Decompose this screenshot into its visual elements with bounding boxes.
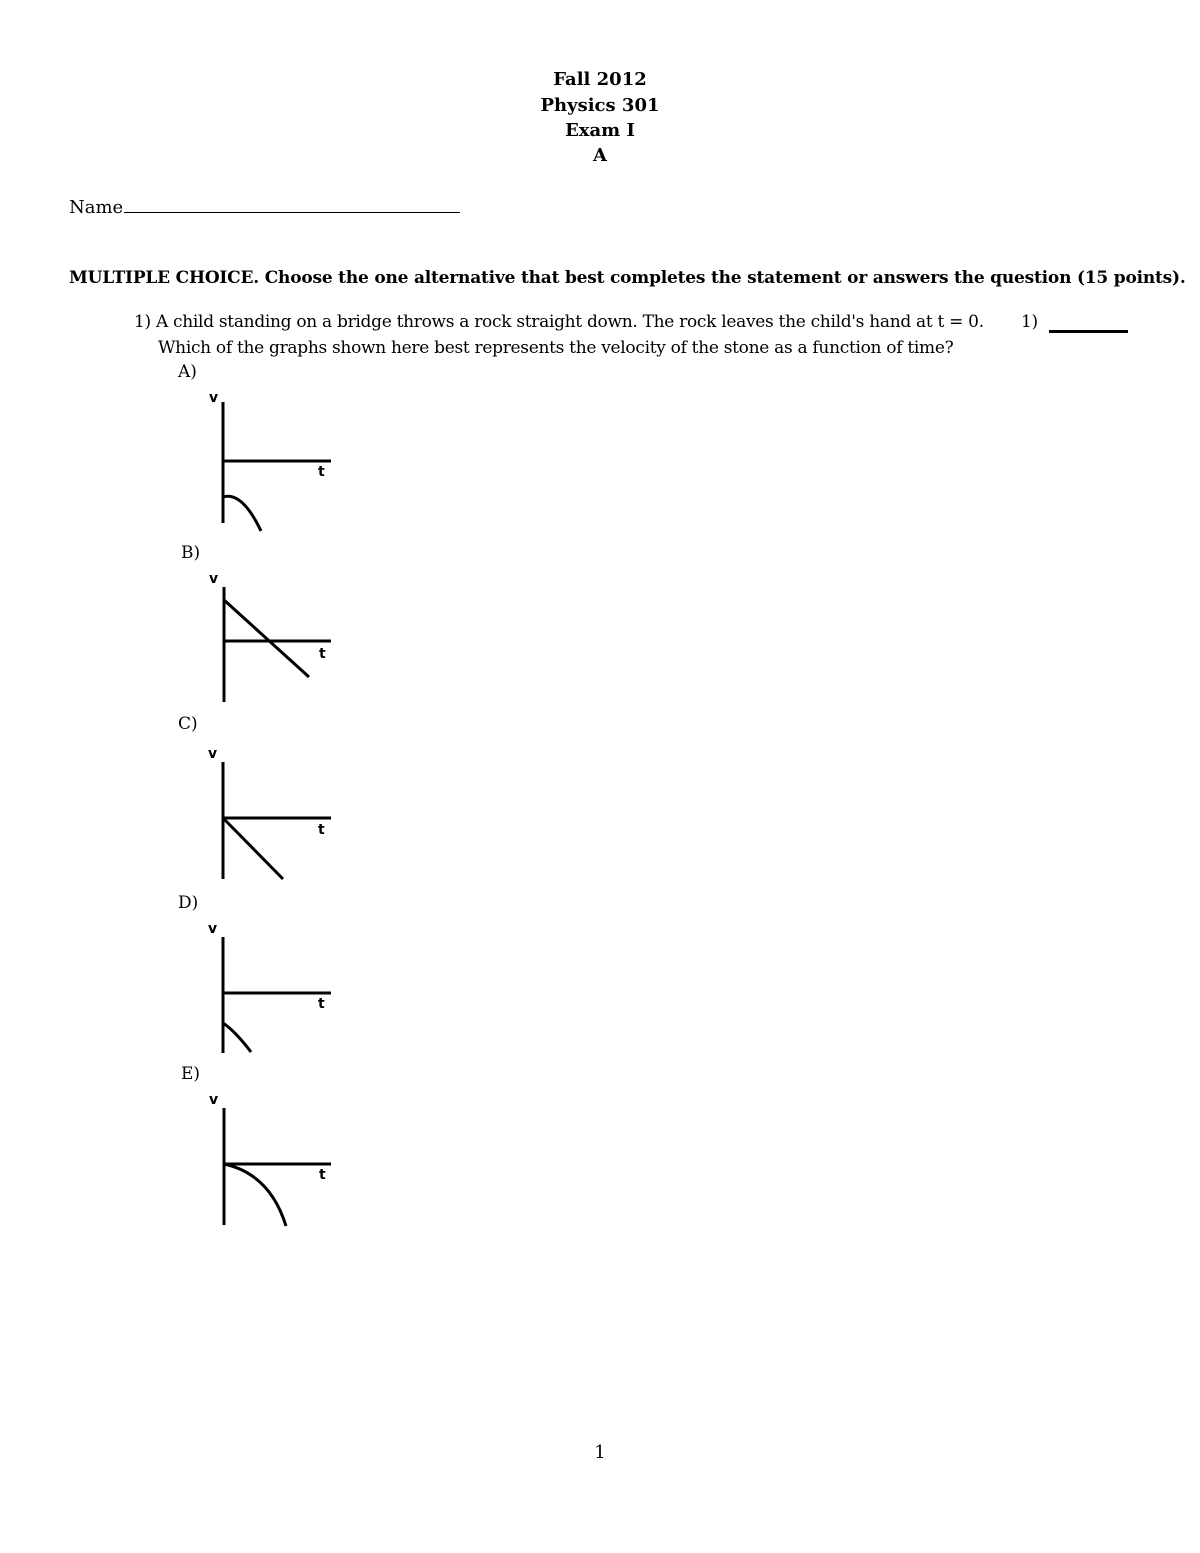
option-c-graph	[190, 742, 350, 892]
option-b-label: B)	[181, 543, 201, 563]
course-title: Physics 301	[540, 95, 660, 116]
v-axis-label: v	[209, 390, 219, 406]
v-axis-label: v	[209, 571, 219, 587]
option-e-graph	[190, 1088, 350, 1238]
page-number: 1	[594, 1442, 606, 1463]
t-axis-label: t	[318, 996, 325, 1012]
v-axis-label: v	[208, 746, 218, 762]
velocity-curve	[223, 1023, 251, 1052]
name-label: Name	[69, 197, 124, 218]
name-field[interactable]	[124, 194, 460, 213]
option-d-graph	[190, 917, 350, 1067]
t-axis-label: t	[319, 1167, 326, 1183]
exam-title: Exam I	[565, 120, 635, 141]
t-axis-label: t	[318, 822, 325, 838]
question-number: 1)	[134, 312, 151, 332]
v-axis-label: v	[208, 921, 218, 937]
section-instructions: MULTIPLE CHOICE. Choose the one alternative that best completes the statement or answers the question (15 points).	[69, 268, 1186, 288]
question-text-2: Which of the graphs shown here best represents the velocity of the stone as a function of time?	[158, 338, 954, 358]
option-d-label: D)	[178, 893, 199, 913]
velocity-line	[224, 600, 309, 677]
option-b-graph	[190, 567, 350, 717]
answer-label: 1)	[1021, 312, 1038, 332]
velocity-curve	[224, 1164, 286, 1226]
option-e-label: E)	[181, 1064, 201, 1084]
question-text-1: A child standing on a bridge throws a rock straight down. The rock leaves the child's hand at t = 0.	[155, 312, 984, 332]
exam-term: Fall 2012	[553, 69, 647, 90]
velocity-curve	[223, 496, 261, 531]
v-axis-label: v	[209, 1092, 219, 1108]
question-line-1	[134, 312, 984, 332]
option-c-label: C)	[178, 714, 198, 734]
name-row	[69, 194, 460, 218]
t-axis-label: t	[318, 464, 325, 480]
option-a-graph	[190, 385, 350, 535]
velocity-line	[223, 818, 283, 879]
t-axis-label: t	[319, 646, 326, 662]
answer-blank[interactable]	[1049, 330, 1128, 333]
exam-version: A	[593, 145, 607, 166]
option-a-label: A)	[178, 362, 197, 382]
